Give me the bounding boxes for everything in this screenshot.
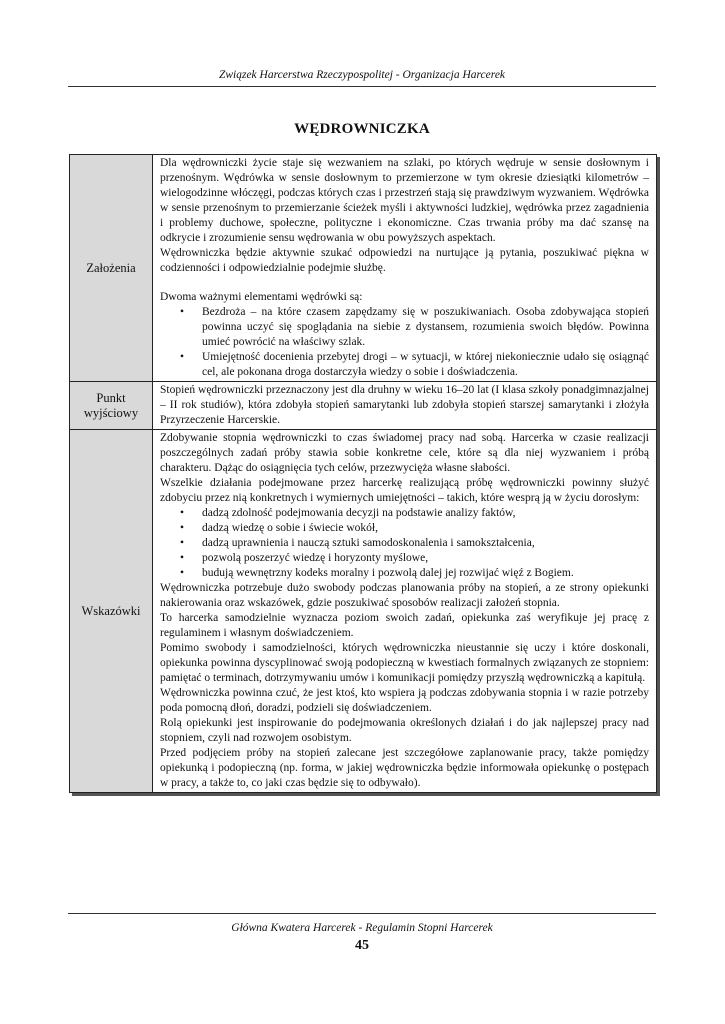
paragraph: Przed podjęciem próby na stopień zalecane jest szczegółowe zaplanowanie pracy, także pomiędzy opiekunką i podopieczną (np. forma, w jakiej wędrowniczka będzie informowała opiekunkę o postępach w pracy, a także to, co jaki czas będzie się to odbywało). [160, 747, 649, 789]
row-content [153, 382, 656, 429]
row-label: Założenia [70, 155, 153, 381]
list-item [160, 551, 649, 566]
paragraph: Zdobywanie stopnia wędrowniczki to czas świadomej pracy nad sobą. Harcerka w czasie realizacji poszczególnych zadań próby stawia sobie konkretne cele, które są dla niej wyzwaniem i próbą charakteru. Dążąc do osiągnięcia tych celów, przezwycięża własne słabości. [160, 432, 649, 474]
list-item-text: budują wewnętrzny kodeks moralny i pozwolą dalej jej rozwijać więź z Bogiem. [202, 567, 574, 579]
requirements-table [69, 154, 657, 793]
bullet-icon: • [180, 537, 185, 549]
bullet-list [160, 506, 649, 581]
list-item [160, 305, 649, 350]
list-item-text: Umiejętność docenienia przebytej drogi – w sytuacji, w której niekoniecznie udało się osiągnąć cel, ale pokonana droga dostarczyła wiedzy o sobie i doświadczenia. [202, 351, 649, 378]
paragraph: Dwoma ważnymi elementami wędrówki są: [160, 291, 363, 303]
list-item [160, 566, 649, 581]
list-item-text: Bezdroża – na które czasem zapędzamy się w poszukiwaniach. Osoba zdobywająca stopień powinna uczyć się spoglądania na siebie z dystansem, rozumienia swoich błędów. Powinna umieć powrócić na właściwy szlak. [202, 306, 649, 348]
list-item-text: dadzą uprawnienia i nauczą sztuki samodoskonalenia i samokształcenia, [202, 537, 535, 549]
paragraph: Stopień wędrowniczki przeznaczony jest dla druhny w wieku 16–20 lat (I klasa szkoły ponadgimnazjalnej – II rok studiów), która zdobyła stopień samarytanki lub zdobyła stopień starszej samarytanki i złożyła Przyrzeczenie Harcerskie. [160, 384, 649, 426]
row-content [153, 155, 656, 381]
table-row-zalozenia [70, 155, 656, 381]
footer-rule [68, 913, 656, 914]
paragraph: To harcerka samodzielnie wyznacza poziom swoich zadań, opiekunka zaś weryfikuje jej pracę z regulaminem i własnym doświadczeniem. [160, 612, 649, 639]
row-label: Punkt wyjściowy [70, 382, 153, 429]
spacer [160, 276, 649, 290]
page-number: 45 [355, 938, 369, 953]
bullet-list [160, 305, 649, 380]
bullet-icon: • [180, 567, 185, 579]
list-item-text: dadzą wiedzę o sobie i świecie wokół, [202, 522, 378, 534]
paragraph: Wędrowniczka będzie aktywnie szukać odpowiedzi na nurtujące ją pytania, poszukiwać piękna w codzienności i odpowiedzialnie podejmie służbę. [160, 247, 649, 274]
paragraph: Wszelkie działania podejmowane przez harcerkę realizującą próbę wędrowniczki powinny służyć zdobyciu przez nią konkretnych i wymiernych umiejętności – takich, które wesprą ją w życiu dorosłym: [160, 477, 649, 504]
list-item [160, 521, 649, 536]
bullet-icon: • [180, 351, 185, 363]
bullet-icon: • [180, 306, 185, 318]
list-item [160, 536, 649, 551]
running-footer: Główna Kwatera Harcerek - Regulamin Stopni Harcerek [231, 922, 493, 934]
list-item [160, 506, 649, 521]
paragraph: Dla wędrowniczki życie staje się wezwaniem na szlaki, po których wędruje w sensie dosłownym i przenośnym. Wędrówka w sensie dosłownym to przemierzone w tym okresie dziesiątki kilometrów – wielogodzinne włóczęgi, podczas których czas i przestrzeń stają się prawdziwym wyzwaniem. Wędrówka w sensie przenośnym to przemierzanie ścieżek myśli i aktywności ludzkiej, wędrówka przez zagadnienia i problemy duchowe, społeczne, polityczne i ekonomiczne. Czas trwania próby ma dać szansę na odkrycie i zrozumienie sensu wędrowania w obu powyższych aspektach. [160, 157, 649, 244]
paragraph: Rolą opiekunki jest inspirowanie do podejmowania określonych działań i do jak najlepszej pracy nad stopniem, czyli nad rozwojem osobistym. [160, 717, 649, 744]
list-item [160, 350, 649, 380]
bullet-icon: • [180, 522, 185, 534]
paragraph: Wędrowniczka powinna czuć, że jest ktoś, kto wspiera ją podczas zdobywania stopnia i w razie potrzeby poda pomocną dłoń, doradzi, podzieli się doświadczeniem. [160, 687, 649, 714]
row-content [153, 430, 656, 792]
table-row-wskazowki [70, 429, 656, 792]
list-item-text: pozwolą poszerzyć wiedzę i horyzonty myślowe, [202, 552, 429, 564]
table-row-punkt-wyjsciowy [70, 381, 656, 429]
page-title: WĘDROWNICZKA [294, 121, 430, 137]
bullet-icon: • [180, 552, 185, 564]
running-header: Związek Harcerstwa Rzeczypospolitej - Organizacja Harcerek [218, 69, 506, 81]
bullet-icon: • [180, 507, 185, 519]
header-rule [68, 86, 656, 87]
paragraph: Pomimo swobody i samodzielności, których wędrowniczka nieustannie się uczy i które doskonali, opiekunka powinna dyscyplinować swoją podopieczną w kwestiach formalnych związanych ze stopniem: pamiętać o terminach, dotrzymywaniu umów i komunikacji pomiędzy przyszłą wędrowniczką a kapitułą. [160, 642, 649, 684]
paragraph: Wędrowniczka potrzebuje dużo swobody podczas planowania próby na stopień, a ze strony opiekunki nakierowania oraz wskazówek, gdzie poszukiwać sposobów realizacji założeń stopnia. [160, 582, 649, 609]
row-label: Wskazówki [70, 430, 153, 792]
list-item-text: dadzą zdolność podejmowania decyzji na podstawie analizy faktów, [202, 507, 516, 519]
